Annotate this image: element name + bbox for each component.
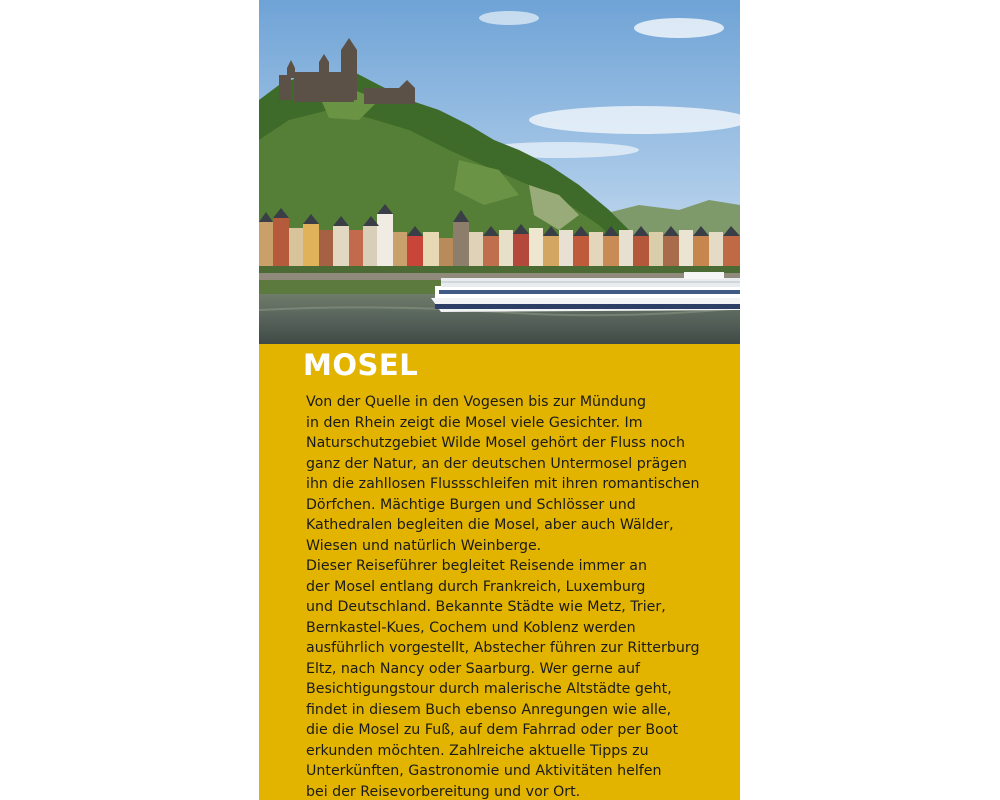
book-title: MOSEL bbox=[303, 348, 419, 382]
description-line: die die Mosel zu Fuß, auf dem Fahrrad oder per Boot bbox=[306, 722, 679, 738]
description-line: der Mosel entlang durch Frankreich, Luxemburg bbox=[306, 578, 646, 595]
description-line: ausführlich vorgestellt, Abstecher führen zur Ritterburg bbox=[306, 640, 700, 656]
description-line: und Deutschland. Bekannte Städte wie Metz, Trier, bbox=[306, 599, 666, 615]
description-line: Dörfchen. Mächtige Burgen und Schlösser und bbox=[306, 496, 636, 513]
cloud bbox=[479, 11, 539, 25]
cloud bbox=[634, 18, 724, 38]
river-cruise-ship bbox=[431, 272, 740, 312]
description-line: Dieser Reiseführer begleitet Reisende immer an bbox=[306, 558, 647, 574]
description-line: ganz der Natur, an der deutschen Untermosel prägen bbox=[306, 455, 687, 472]
description-line: erkunden möchten. Zahlreiche aktuelle Tipps zu bbox=[306, 742, 649, 759]
description-text bbox=[306, 392, 736, 800]
description-line: Eltz, nach Nancy oder Saarburg. Wer gerne auf bbox=[306, 660, 641, 677]
description-line: Besichtigungstour durch malerische Altstädte geht, bbox=[306, 681, 672, 697]
description-line: findet in diesem Buch ebenso Anregungen wie alle, bbox=[306, 701, 672, 718]
cloud bbox=[529, 106, 740, 134]
description-line: in den Rhein zeigt die Mosel viele Gesichter. Im bbox=[306, 414, 643, 431]
description-line: bei der Reisevorbereitung und vor Ort. bbox=[306, 783, 581, 800]
riverbank-trees bbox=[259, 266, 740, 273]
description-line: Kathedralen begleiten die Mosel, aber auch Wälder, bbox=[306, 517, 674, 533]
book-back-cover bbox=[259, 0, 740, 800]
cover-photo bbox=[259, 0, 740, 344]
description-line: Wiesen und natürlich Weinberge. bbox=[306, 537, 542, 554]
description-line: Bernkastel-Kues, Cochem und Koblenz werden bbox=[306, 619, 636, 636]
description-line: Naturschutzgebiet Wilde Mosel gehört der Fluss noch bbox=[306, 435, 685, 451]
description-line: ihn die zahllosen Flussschleifen mit ihren romantischen bbox=[306, 476, 700, 492]
description-line: Unterkünften, Gastronomie und Aktivitäten helfen bbox=[306, 763, 662, 779]
text-panel bbox=[259, 344, 740, 800]
description-line: Von der Quelle in den Vogesen bis zur Mündung bbox=[306, 394, 647, 410]
